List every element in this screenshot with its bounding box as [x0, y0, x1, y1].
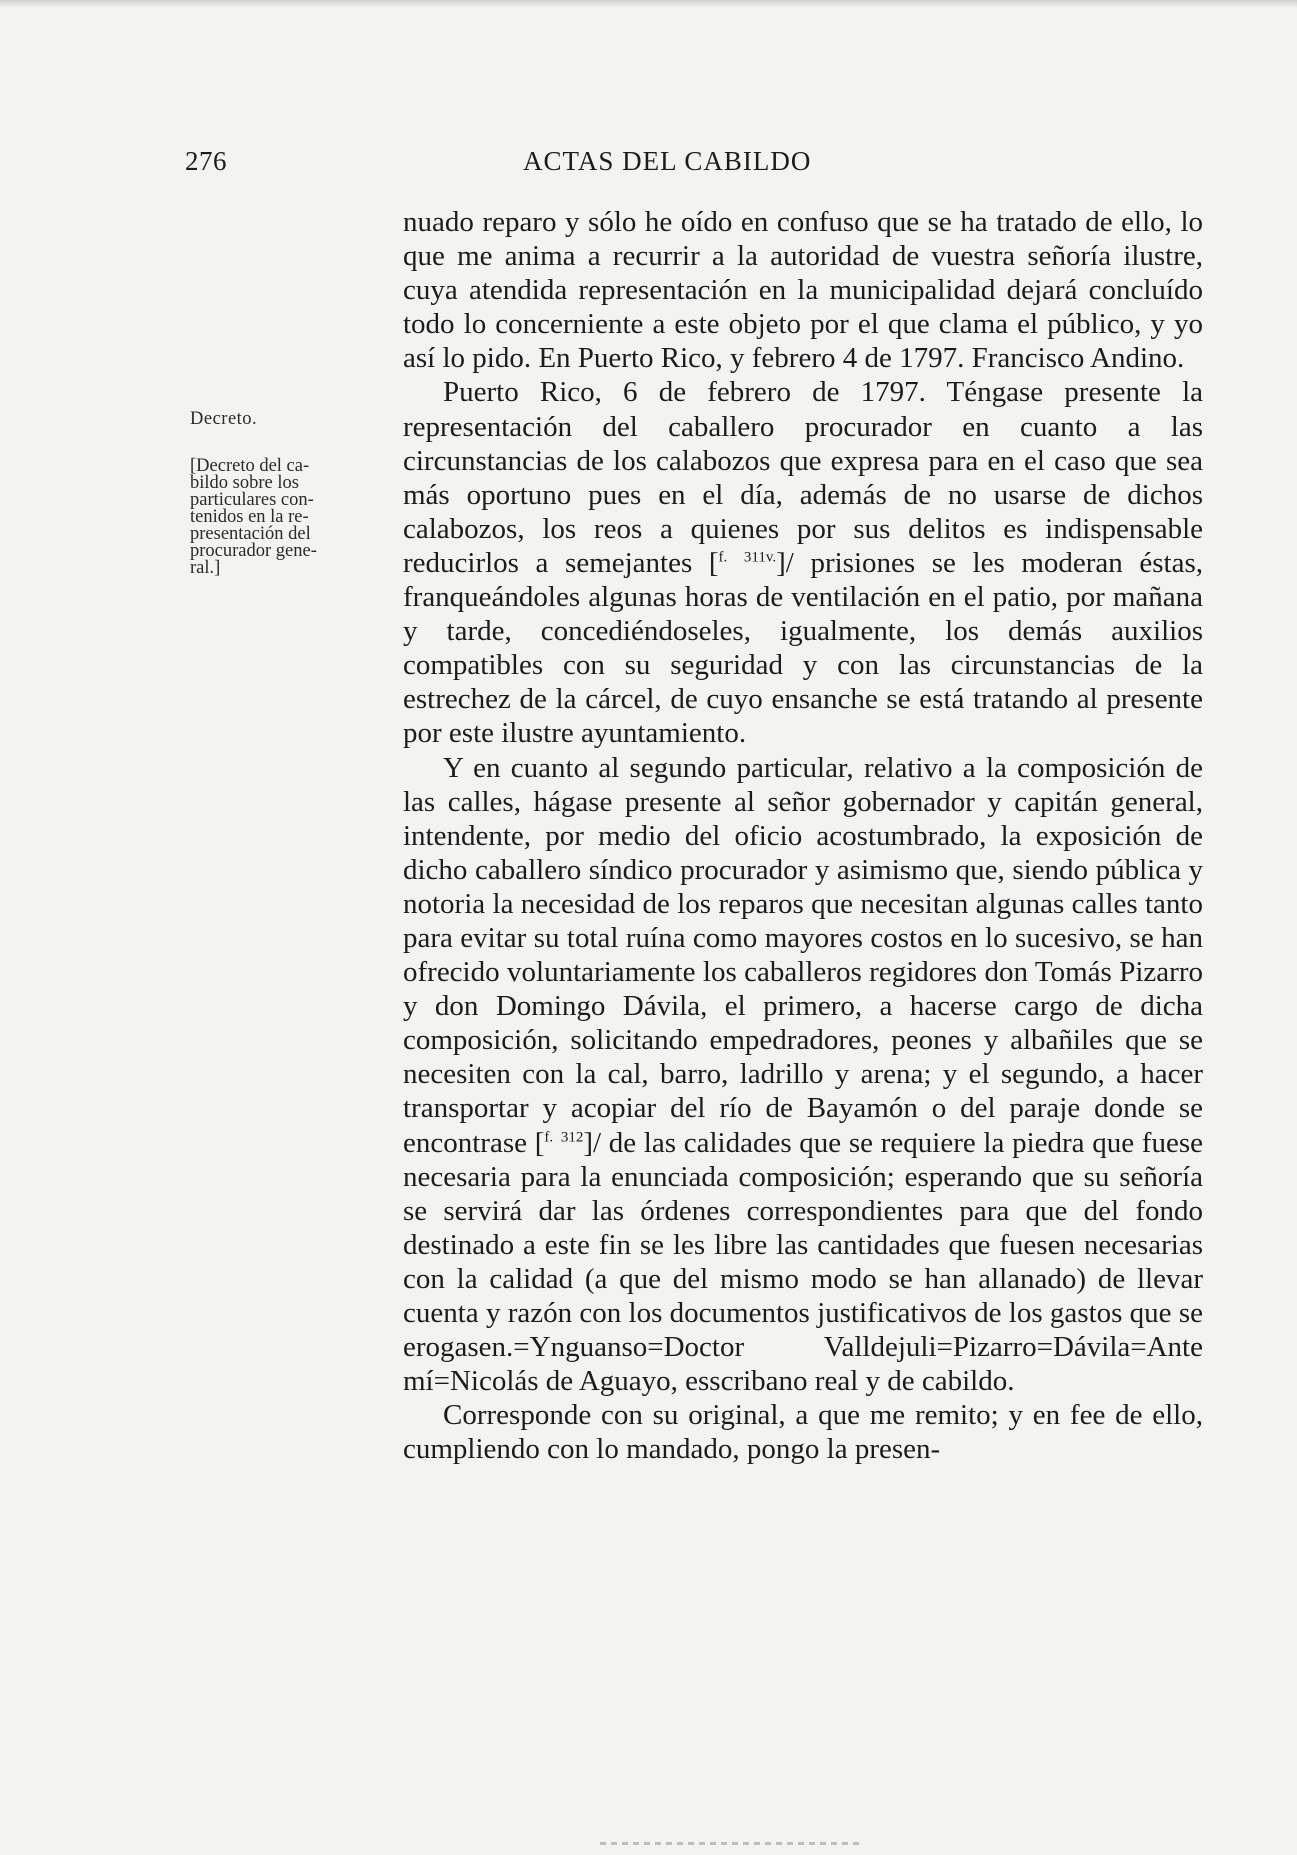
margin-note-line: particulares con- — [190, 490, 314, 510]
folio-ref-number: 311v. — [743, 549, 777, 566]
margin-note-summary — [190, 458, 370, 577]
margin-note-line: tenidos en la re- — [190, 507, 309, 527]
paragraph-2-decree — [403, 375, 1203, 750]
paragraph-3-text-b: ]/ de las calidades que se requiere la piedra que fuese necesaria para la enunciada composición; esperando que su señoría se servirá dar las órdenes correspondientes para que del fondo destinado a este fin se les libre las cantidades que fuesen necesarias con la calidad (a que del mismo modo se han allanado) de llevar cuenta y razón con los documentos justificativos de los gastos que se erogasen.=Ynguanso=Doctor Valldejuli=Pizarro=Dávila=Ante mí=Nicolás de Aguayo, esscribano real y de cabildo. — [403, 1126, 1203, 1398]
margin-note-line: procurador gene- — [190, 541, 317, 561]
folio-ref-f: f. — [544, 1128, 554, 1145]
margin-note-line: bildo sobre los — [190, 473, 299, 493]
paragraph-1: nuado reparo y sólo he oído en confuso que se ha tratado de ello, lo que me anima a recurrir a la autoridad de vuestra señoría ilustre, cuya atendida representación en la municipalidad dejará concluído todo lo concerniente a este objeto por el que clama el público, y yo así lo pido. En Puerto Rico, y febrero 4 de 1797. Francisco Andino. — [403, 206, 1203, 375]
paragraph-3-text-a: Y en cuanto al segundo particular, relativo a la composición de las calles, hágase presente al señor gobernador y capitán general, intendente, por medio del oficio acostumbrado, la exposición de dicho caballero síndico procurador y asimismo que, siendo pública y notoria la necesidad de los reparos que necesitan algunas calles tanto para evitar su total ruína como mayores costos en lo sucesivo, se han ofrecido voluntariamente los caballeros regidores don Tomás Pizarro y don Domingo Dávila, el primero, a hacerse cargo de dicha composición, solicitando empedradores, peones y albañiles que se necesiten con la cal, barro, ladrillo y arena; y el segundo, a hacer transportar y acopiar del río de Bayamón o del paraje donde se encontrase [ — [403, 751, 1203, 1159]
folio-ref-f: f. — [718, 549, 728, 566]
paragraph-2-text-a: Puerto Rico, 6 de febrero de 1797. Téngase presente la representación del caballero procurador en cuanto a las circunstancias de los calabozos que expresa para en el caso que sea más oportuno pues en el día, además de no usarse de dichos calabozos, los reos a quienes por sus delitos es indispensable reducirlos a semejantes [ — [403, 376, 1203, 579]
bottom-print-smudge — [600, 1842, 860, 1845]
paragraph-4: Corresponde con su original, a que me remito; y en fee de ello, cumpliendo con lo mandado, pongo la presen- — [403, 1399, 1203, 1466]
margin-note-line: [Decreto del ca- — [190, 456, 310, 476]
paragraph-3 — [403, 751, 1203, 1399]
page-number: 276 — [185, 146, 227, 176]
margin-note-line: ral.] — [190, 558, 221, 578]
folio-ref-number: 312 — [560, 1128, 584, 1145]
running-title: ACTAS DEL CABILDO — [523, 146, 812, 176]
paragraph-2-text-b: ]/ prisiones se les moderan éstas, franqueándoles algunas horas de ventilación en el patio, por mañana y tarde, concediéndoseles, igualmente, los demás auxilios compatibles con su seguridad y con las circunstancias de la estrechez de la cárcel, de cuyo ensanche se está tratando al presente por este ilustre ayuntamiento. — [403, 546, 1204, 750]
body-text — [403, 205, 1203, 1466]
margin-note-decreto: Decreto. — [190, 409, 258, 429]
margin-note-line: presentación del — [190, 524, 311, 544]
page-top-edge — [0, 0, 1297, 8]
